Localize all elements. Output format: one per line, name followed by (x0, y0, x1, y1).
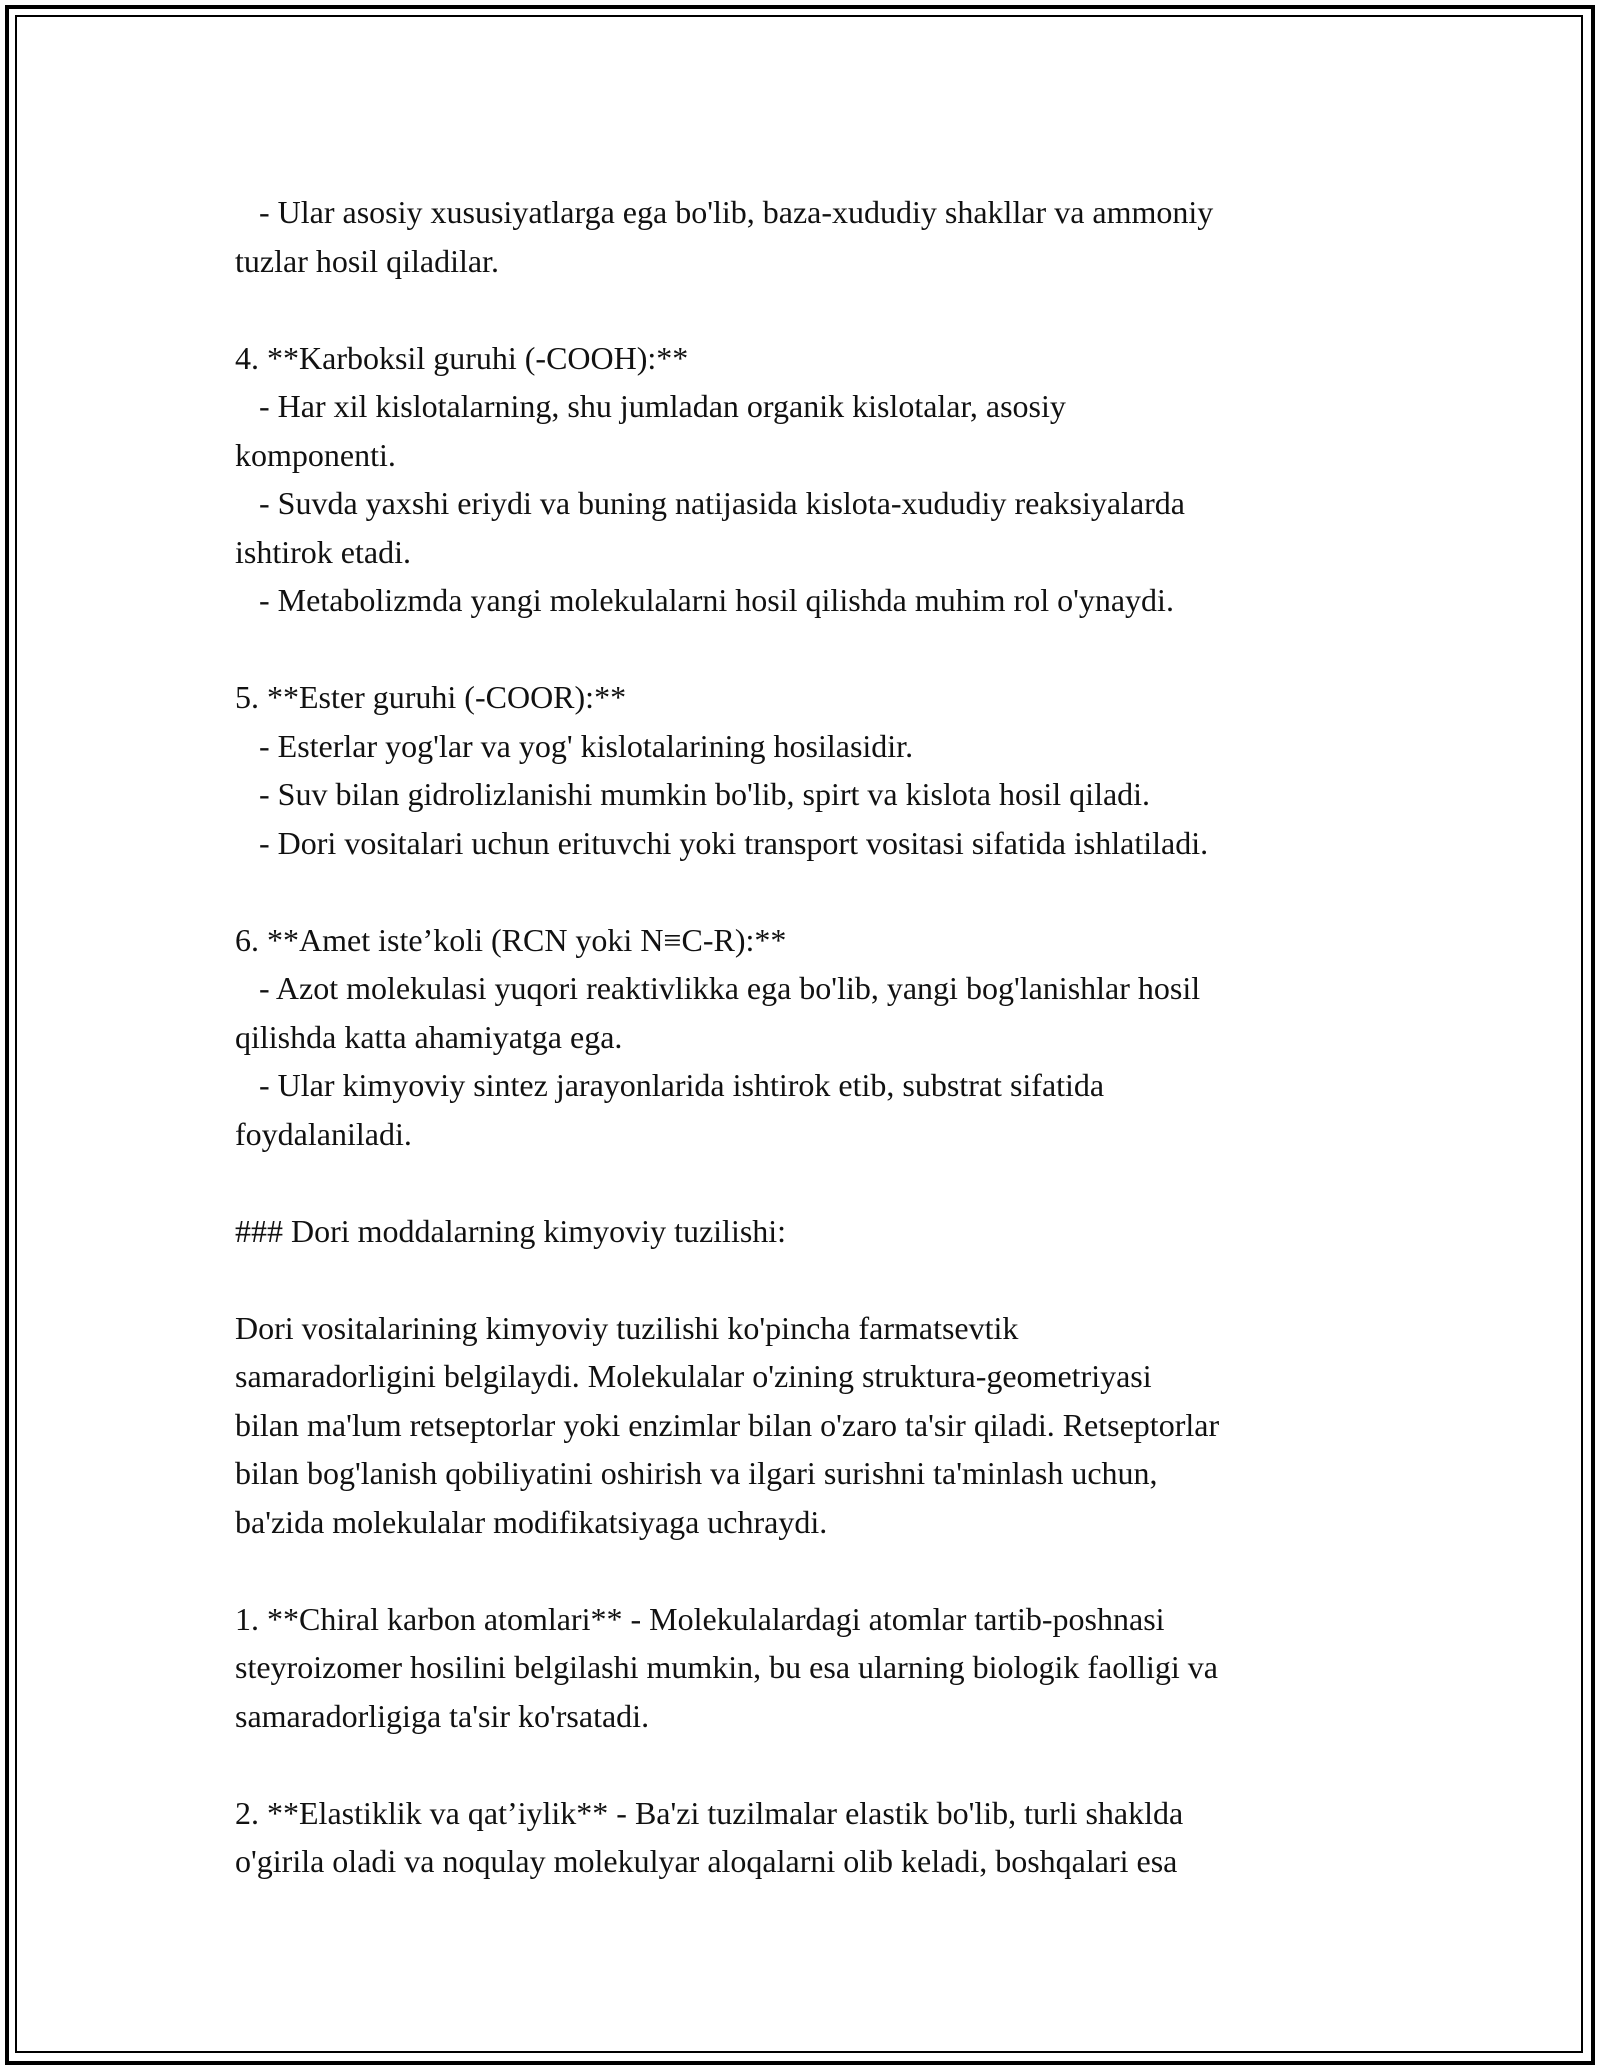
document-body (235, 188, 1375, 1886)
text-line: bilan bog'lanish qobiliyatini oshirish va ilgari surishni ta'minlash uchun, (235, 1455, 1158, 1491)
text-line: foydalaniladi. (235, 1115, 412, 1152)
text-line: 6. **Amet iste’koli (RCN yoki N≡C-R):** (235, 921, 787, 958)
text-line: ishtirok etadi. (235, 533, 411, 570)
text-line: - Suv bilan gidrolizlanishi mumkin bo'lib, spirt va kislota hosil qiladi. (235, 776, 1151, 812)
text-line: komponenti. (235, 436, 396, 473)
text-line: - Azot molekulasi yuqori reaktivlikka ega bo'lib, yangi bog'lanishlar hosil (235, 970, 1201, 1006)
text-line: 5. **Ester guruhi (-COOR):** (235, 679, 627, 715)
blank-line (235, 867, 1375, 916)
text-line: qilishda katta ahamiyatga ega. (235, 1018, 623, 1055)
text-line: samaradorligiga ta'sir ko'rsatadi. (235, 1697, 650, 1734)
text-line: Dori vositalarining kimyoviy tuzilishi ko'pincha farmatsevtik (235, 1309, 1019, 1346)
text-line: - Esterlar yog'lar va yog' kislotalarining hosilasidir. (235, 727, 914, 764)
text-line: o'girila oladi va noqulay molekulyar aloqalarni olib keladi, boshqalari esa (235, 1843, 1178, 1879)
text-line: - Har xil kislotalarning, shu jumladan organik kislotalar, asosiy (235, 388, 1066, 424)
blank-line (235, 625, 1375, 674)
text-line: 1. **Chiral karbon atomlari** - Molekulalardagi atomlar tartib-poshnasi (235, 1600, 1165, 1637)
text-line: samaradorligini belgilaydi. Molekulalar o'zining struktura-geometriyasi (235, 1358, 1152, 1394)
blank-line (235, 285, 1375, 334)
text-line: ba'zida molekulalar modifikatsiyaga uchraydi. (235, 1503, 828, 1540)
text-line: - Ular kimyoviy sintez jarayonlarida ishtirok etib, substrat sifatida (235, 1067, 1105, 1103)
text-line: - Dori vositalari uchun erituvchi yoki transport vositasi sifatida ishlatiladi. (235, 824, 1209, 861)
blank-line (235, 1546, 1375, 1595)
text-line: ### Dori moddalarning kimyoviy tuzilishi: (235, 1212, 787, 1249)
text-line: - Ular asosiy xususiyatlarga ega bo'lib, baza-xududiy shakllar va ammoniy (235, 194, 1214, 230)
text-line: - Suvda yaxshi eriydi va buning natijasida kislota-xududiy reaksiyalarda (235, 485, 1185, 521)
blank-line (235, 1255, 1375, 1304)
blank-line (235, 1740, 1375, 1789)
text-line: - Metabolizmda yangi molekulalarni hosil qilishda muhim rol o'ynaydi. (235, 582, 1174, 618)
text-line: 4. **Karboksil guruhi (-COOH):** (235, 339, 689, 376)
text-line: bilan ma'lum retseptorlar yoki enzimlar bilan o'zaro ta'sir qiladi. Retseptorlar (235, 1406, 1220, 1443)
text-line: tuzlar hosil qiladilar. (235, 242, 499, 279)
blank-line (235, 1158, 1375, 1207)
text-line: 2. **Elastiklik va qat’iylik** - Ba'zi tuzilmalar elastik bo'lib, turli shaklda (235, 1794, 1184, 1831)
text-line: steyroizomer hosilini belgilashi mumkin, bu esa ularning biologik faolligi va (235, 1649, 1218, 1685)
